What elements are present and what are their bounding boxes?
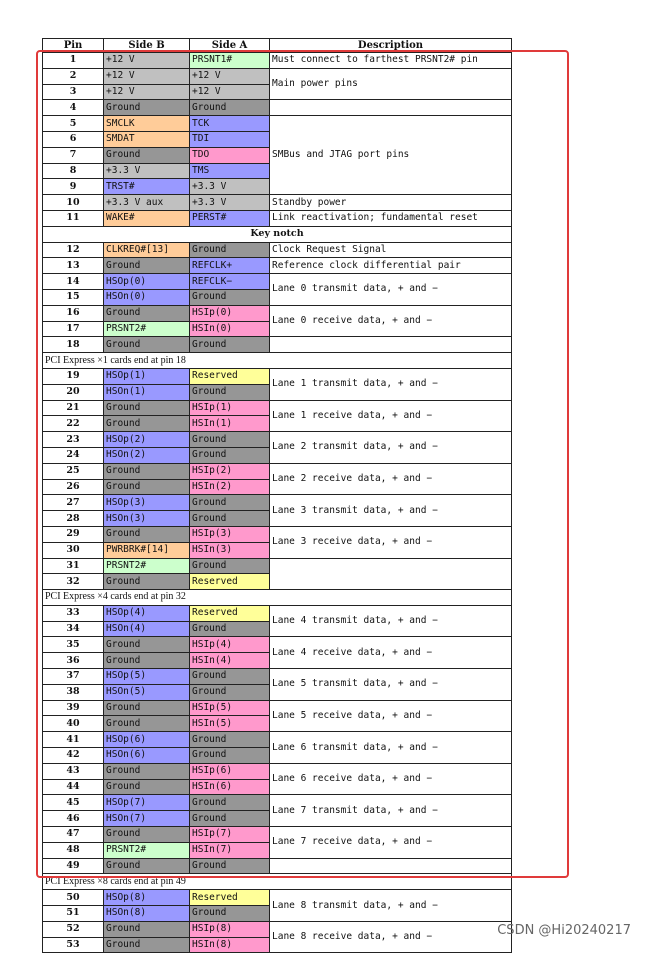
side-a-signal: Ground (190, 795, 270, 811)
side-b-signal: +12 V (104, 68, 190, 84)
pin-number: 30 (43, 542, 104, 558)
table-row (43, 921, 512, 937)
side-b-signal: HSOn(2) (104, 447, 190, 463)
side-b-signal: HSOp(6) (104, 732, 190, 748)
side-a-signal: HSIp(0) (190, 305, 270, 321)
pin-number: 19 (43, 368, 104, 384)
pin-number: 22 (43, 416, 104, 432)
side-a-signal: HSIn(0) (190, 321, 270, 337)
side-b-signal: +12 V (104, 53, 190, 69)
pin-number: 37 (43, 669, 104, 685)
side-b-signal: Ground (104, 653, 190, 669)
description: Lane 5 transmit data, + and − (270, 669, 512, 701)
description: Lane 4 receive data, + and − (270, 637, 512, 669)
side-b-signal: Ground (104, 827, 190, 843)
pin-number: 13 (43, 258, 104, 274)
side-a-signal: Ground (190, 100, 270, 116)
header-side-b: Side B (104, 39, 190, 53)
pin-number: 27 (43, 495, 104, 511)
side-b-signal: PRSNT2# (104, 842, 190, 858)
side-a-signal: HSIn(2) (190, 479, 270, 495)
side-a-signal: +12 V (190, 68, 270, 84)
pin-number: 43 (43, 763, 104, 779)
side-b-signal: Ground (104, 637, 190, 653)
side-b-signal: HSOp(0) (104, 274, 190, 290)
table-row (43, 432, 512, 448)
table-row (43, 463, 512, 479)
pin-number: 35 (43, 637, 104, 653)
table-row (43, 795, 512, 811)
side-b-signal: HSOp(2) (104, 432, 190, 448)
side-a-signal: Reserved (190, 574, 270, 590)
description: Lane 5 receive data, + and − (270, 700, 512, 732)
description: Lane 8 transmit data, + and − (270, 890, 512, 922)
pin-number: 50 (43, 890, 104, 906)
description (270, 858, 512, 874)
pin-number: 16 (43, 305, 104, 321)
pin-number: 41 (43, 732, 104, 748)
side-b-signal: CLKREQ#[13] (104, 242, 190, 258)
pin-number: 20 (43, 384, 104, 400)
pin-number: 40 (43, 716, 104, 732)
pin-number: 32 (43, 574, 104, 590)
side-a-signal: Ground (190, 748, 270, 764)
pin-number: 11 (43, 210, 104, 226)
side-a-signal: Ground (190, 242, 270, 258)
side-a-signal: Ground (190, 558, 270, 574)
side-b-signal: HSOn(6) (104, 748, 190, 764)
pin-number: 15 (43, 289, 104, 305)
table-row (43, 858, 512, 874)
description: Lane 1 receive data, + and − (270, 400, 512, 432)
side-a-signal: HSIn(5) (190, 716, 270, 732)
section-note-row (43, 590, 512, 606)
side-a-signal: Ground (190, 621, 270, 637)
side-b-signal: HSOn(1) (104, 384, 190, 400)
key-notch-label: Key notch (43, 226, 512, 242)
side-a-signal: Ground (190, 732, 270, 748)
side-a-signal: HSIn(4) (190, 653, 270, 669)
description (270, 558, 512, 590)
side-a-signal: Ground (190, 337, 270, 353)
pin-number: 7 (43, 147, 104, 163)
pin-number: 8 (43, 163, 104, 179)
table-row (43, 732, 512, 748)
header-pin: Pin (43, 39, 104, 53)
side-b-signal: HSOp(4) (104, 605, 190, 621)
side-b-signal: +3.3 V (104, 163, 190, 179)
table-row (43, 210, 512, 226)
side-b-signal: Ground (104, 416, 190, 432)
table-row (43, 242, 512, 258)
section-note: PCI Express ×8 cards end at pin 49 (43, 874, 512, 890)
side-b-signal: +3.3 V aux (104, 195, 190, 211)
description: Lane 2 transmit data, + and − (270, 432, 512, 464)
side-b-signal: Ground (104, 147, 190, 163)
description: Lane 0 transmit data, + and − (270, 274, 512, 306)
side-a-signal: Reserved (190, 890, 270, 906)
side-a-signal: HSIp(5) (190, 700, 270, 716)
side-a-signal: Ground (190, 511, 270, 527)
side-b-signal: Ground (104, 921, 190, 937)
side-b-signal: PWRBRK#[14] (104, 542, 190, 558)
table-row (43, 400, 512, 416)
description: Reference clock differential pair (270, 258, 512, 274)
side-a-signal: +12 V (190, 84, 270, 100)
side-a-signal: Ground (190, 858, 270, 874)
pin-number: 33 (43, 605, 104, 621)
description: SMBus and JTAG port pins (270, 116, 512, 195)
header-side-a: Side A (190, 39, 270, 53)
description: Standby power (270, 195, 512, 211)
pin-number: 34 (43, 621, 104, 637)
description: Lane 3 transmit data, + and − (270, 495, 512, 527)
side-a-signal: HSIn(1) (190, 416, 270, 432)
side-b-signal: Ground (104, 937, 190, 953)
side-b-signal: Ground (104, 574, 190, 590)
side-b-signal: WAKE# (104, 210, 190, 226)
side-b-signal: SMCLK (104, 116, 190, 132)
side-a-signal: TDI (190, 131, 270, 147)
section-note: PCI Express ×4 cards end at pin 32 (43, 590, 512, 606)
side-a-signal: TCK (190, 116, 270, 132)
pin-number: 38 (43, 684, 104, 700)
side-b-signal: TRST# (104, 179, 190, 195)
pin-number: 1 (43, 53, 104, 69)
side-a-signal: HSIp(3) (190, 526, 270, 542)
side-b-signal: Ground (104, 100, 190, 116)
side-b-signal: Ground (104, 337, 190, 353)
side-b-signal: PRSNT2# (104, 558, 190, 574)
table-row (43, 195, 512, 211)
side-b-signal: HSOn(5) (104, 684, 190, 700)
description: Lane 7 receive data, + and − (270, 827, 512, 859)
pin-number: 12 (43, 242, 104, 258)
table-row (43, 669, 512, 685)
pinout-table (42, 38, 512, 953)
description: Lane 7 transmit data, + and − (270, 795, 512, 827)
table-row (43, 495, 512, 511)
side-a-signal: HSIn(7) (190, 842, 270, 858)
pin-number: 28 (43, 511, 104, 527)
side-b-signal: HSOp(8) (104, 890, 190, 906)
description (270, 100, 512, 116)
side-a-signal: Ground (190, 906, 270, 922)
table-row (43, 258, 512, 274)
side-a-signal: Ground (190, 684, 270, 700)
pin-number: 49 (43, 858, 104, 874)
table-row (43, 890, 512, 906)
side-b-signal: HSOp(1) (104, 368, 190, 384)
side-b-signal: Ground (104, 763, 190, 779)
side-a-signal: Ground (190, 669, 270, 685)
side-b-signal: SMDAT (104, 131, 190, 147)
pin-number: 23 (43, 432, 104, 448)
side-b-signal: PRSNT2# (104, 321, 190, 337)
description: Lane 2 receive data, + and − (270, 463, 512, 495)
table-row (43, 68, 512, 84)
side-a-signal: +3.3 V (190, 179, 270, 195)
side-b-signal: Ground (104, 716, 190, 732)
description: Must connect to farthest PRSNT2# pin (270, 53, 512, 69)
table-row (43, 368, 512, 384)
table-row (43, 116, 512, 132)
section-note-row (43, 874, 512, 890)
pin-number: 44 (43, 779, 104, 795)
side-a-signal: TDO (190, 147, 270, 163)
description: Clock Request Signal (270, 242, 512, 258)
pin-number: 6 (43, 131, 104, 147)
table-row (43, 700, 512, 716)
pin-number: 47 (43, 827, 104, 843)
description: Lane 3 receive data, + and − (270, 526, 512, 558)
header-row (43, 39, 512, 53)
description: Lane 1 transmit data, + and − (270, 368, 512, 400)
table-row (43, 605, 512, 621)
table-row (43, 827, 512, 843)
side-b-signal: Ground (104, 305, 190, 321)
pin-number: 3 (43, 84, 104, 100)
pin-number: 26 (43, 479, 104, 495)
description: Lane 0 receive data, + and − (270, 305, 512, 337)
side-a-signal: Ground (190, 384, 270, 400)
pin-number: 25 (43, 463, 104, 479)
side-b-signal: HSOn(0) (104, 289, 190, 305)
pin-number: 17 (43, 321, 104, 337)
pin-number: 51 (43, 906, 104, 922)
side-b-signal: HSOp(5) (104, 669, 190, 685)
pin-number: 21 (43, 400, 104, 416)
table-row (43, 274, 512, 290)
side-a-signal: Ground (190, 447, 270, 463)
pin-number: 46 (43, 811, 104, 827)
side-a-signal: HSIn(6) (190, 779, 270, 795)
side-a-signal: HSIn(3) (190, 542, 270, 558)
side-b-signal: Ground (104, 479, 190, 495)
description: Lane 6 receive data, + and − (270, 763, 512, 795)
description: Main power pins (270, 68, 512, 100)
table-row (43, 337, 512, 353)
description: Lane 8 receive data, + and − (270, 921, 512, 953)
table-row (43, 763, 512, 779)
side-a-signal: +3.3 V (190, 195, 270, 211)
side-a-signal: Ground (190, 289, 270, 305)
side-b-signal: Ground (104, 858, 190, 874)
side-b-signal: HSOn(4) (104, 621, 190, 637)
header-description: Description (270, 39, 512, 53)
side-a-signal: HSIp(6) (190, 763, 270, 779)
table-row (43, 526, 512, 542)
table-row (43, 637, 512, 653)
description: Link reactivation; fundamental reset (270, 210, 512, 226)
pin-number: 5 (43, 116, 104, 132)
watermark: CSDN @Hi20240217 (497, 923, 631, 938)
table-row (43, 100, 512, 116)
pin-number: 29 (43, 526, 104, 542)
pin-number: 31 (43, 558, 104, 574)
side-a-signal: PRSNT1# (190, 53, 270, 69)
section-note: PCI Express ×1 cards end at pin 18 (43, 353, 512, 369)
side-b-signal: Ground (104, 400, 190, 416)
pin-number: 48 (43, 842, 104, 858)
side-a-signal: HSIp(7) (190, 827, 270, 843)
pin-number: 18 (43, 337, 104, 353)
pin-number: 24 (43, 447, 104, 463)
side-a-signal: HSIp(4) (190, 637, 270, 653)
side-b-signal: Ground (104, 779, 190, 795)
side-a-signal: Ground (190, 495, 270, 511)
pin-number: 2 (43, 68, 104, 84)
section-note-row (43, 353, 512, 369)
side-a-signal: Reserved (190, 605, 270, 621)
pin-number: 4 (43, 100, 104, 116)
side-b-signal: Ground (104, 526, 190, 542)
pin-number: 53 (43, 937, 104, 953)
side-a-signal: Ground (190, 432, 270, 448)
pin-number: 36 (43, 653, 104, 669)
side-a-signal: Reserved (190, 368, 270, 384)
side-a-signal: REFCLK+ (190, 258, 270, 274)
side-a-signal: TMS (190, 163, 270, 179)
side-b-signal: Ground (104, 258, 190, 274)
side-b-signal: Ground (104, 700, 190, 716)
table-row (43, 558, 512, 574)
description: Lane 4 transmit data, + and − (270, 605, 512, 637)
table-header (43, 39, 512, 53)
pin-number: 39 (43, 700, 104, 716)
pin-number: 42 (43, 748, 104, 764)
table-body (43, 53, 512, 953)
side-a-signal: HSIp(8) (190, 921, 270, 937)
pin-number: 14 (43, 274, 104, 290)
side-b-signal: HSOn(3) (104, 511, 190, 527)
pin-number: 10 (43, 195, 104, 211)
pin-number: 9 (43, 179, 104, 195)
side-a-signal: REFCLK− (190, 274, 270, 290)
table-row (43, 305, 512, 321)
description (270, 337, 512, 353)
key-notch-row (43, 226, 512, 242)
side-a-signal: Ground (190, 811, 270, 827)
side-b-signal: Ground (104, 463, 190, 479)
description: Lane 6 transmit data, + and − (270, 732, 512, 764)
pin-number: 52 (43, 921, 104, 937)
side-b-signal: HSOn(7) (104, 811, 190, 827)
table-row (43, 53, 512, 69)
side-a-signal: PERST# (190, 210, 270, 226)
side-b-signal: HSOn(8) (104, 906, 190, 922)
side-b-signal: +12 V (104, 84, 190, 100)
pin-number: 45 (43, 795, 104, 811)
side-b-signal: HSOp(7) (104, 795, 190, 811)
side-a-signal: HSIn(8) (190, 937, 270, 953)
side-a-signal: HSIp(1) (190, 400, 270, 416)
side-b-signal: HSOp(3) (104, 495, 190, 511)
side-a-signal: HSIp(2) (190, 463, 270, 479)
